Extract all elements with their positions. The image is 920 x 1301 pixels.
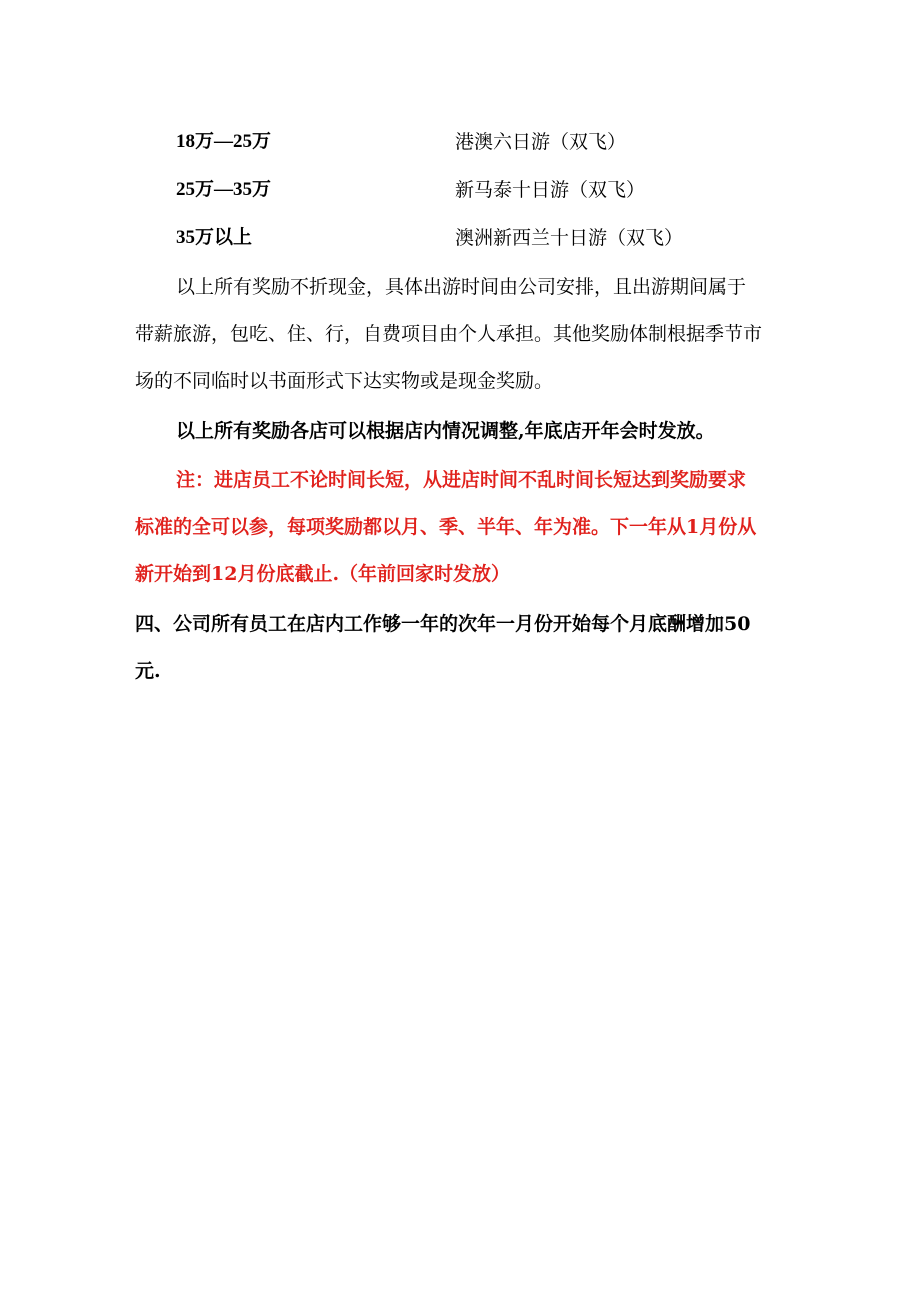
paragraph-line: 元. [135,660,161,682]
red-notice [135,457,795,598]
tier-sales-range: 35万以上 [176,227,253,248]
paragraph-line: 四、公司所有员工在店内工作够一年的次年一月份开始每个月底酬增加50 [135,613,751,635]
reward-tier-row [0,174,920,206]
paragraph-line: 注：进店员工不论时间长短，从进店时间不乱时间长短达到奖励要求 [176,469,747,491]
reward-tier-row [0,126,920,158]
paragraph-line: 以上所有奖励不折现金，具体出游时间由公司安排，且出游期间属于 [176,276,747,298]
paragraph-line: 带薪旅游，包吃、住、行，自费项目由个人承担。其他奖励体制根据季节市 [135,323,763,345]
paragraph-line: 标准的全可以参，每项奖励都以月、季、半年、年为准。下一年从1月份从 [135,516,757,538]
reward-tier-row [0,222,920,254]
tier-reward-trip: 澳洲新西兰十日游（双飞） [455,227,684,249]
paragraph-line: 新开始到12月份底截止.（年前回家时发放） [135,563,511,585]
tier-reward-trip: 港澳六日游（双飞） [455,131,627,153]
paragraph-line: 场的不同临时以书面形式下达实物或是现金奖励。 [135,370,554,392]
paragraph-line: 以上所有奖励各店可以根据店内情况调整,年底店开年会时发放。 [176,420,715,442]
tier-sales-range: 18万—25万 [176,131,272,152]
section-four [135,601,795,695]
tier-reward-trip: 新马泰十日游（双飞） [455,179,646,201]
adjustment-note [135,408,795,455]
tier-sales-range: 25万—35万 [176,179,272,200]
rules-paragraph [135,264,795,405]
